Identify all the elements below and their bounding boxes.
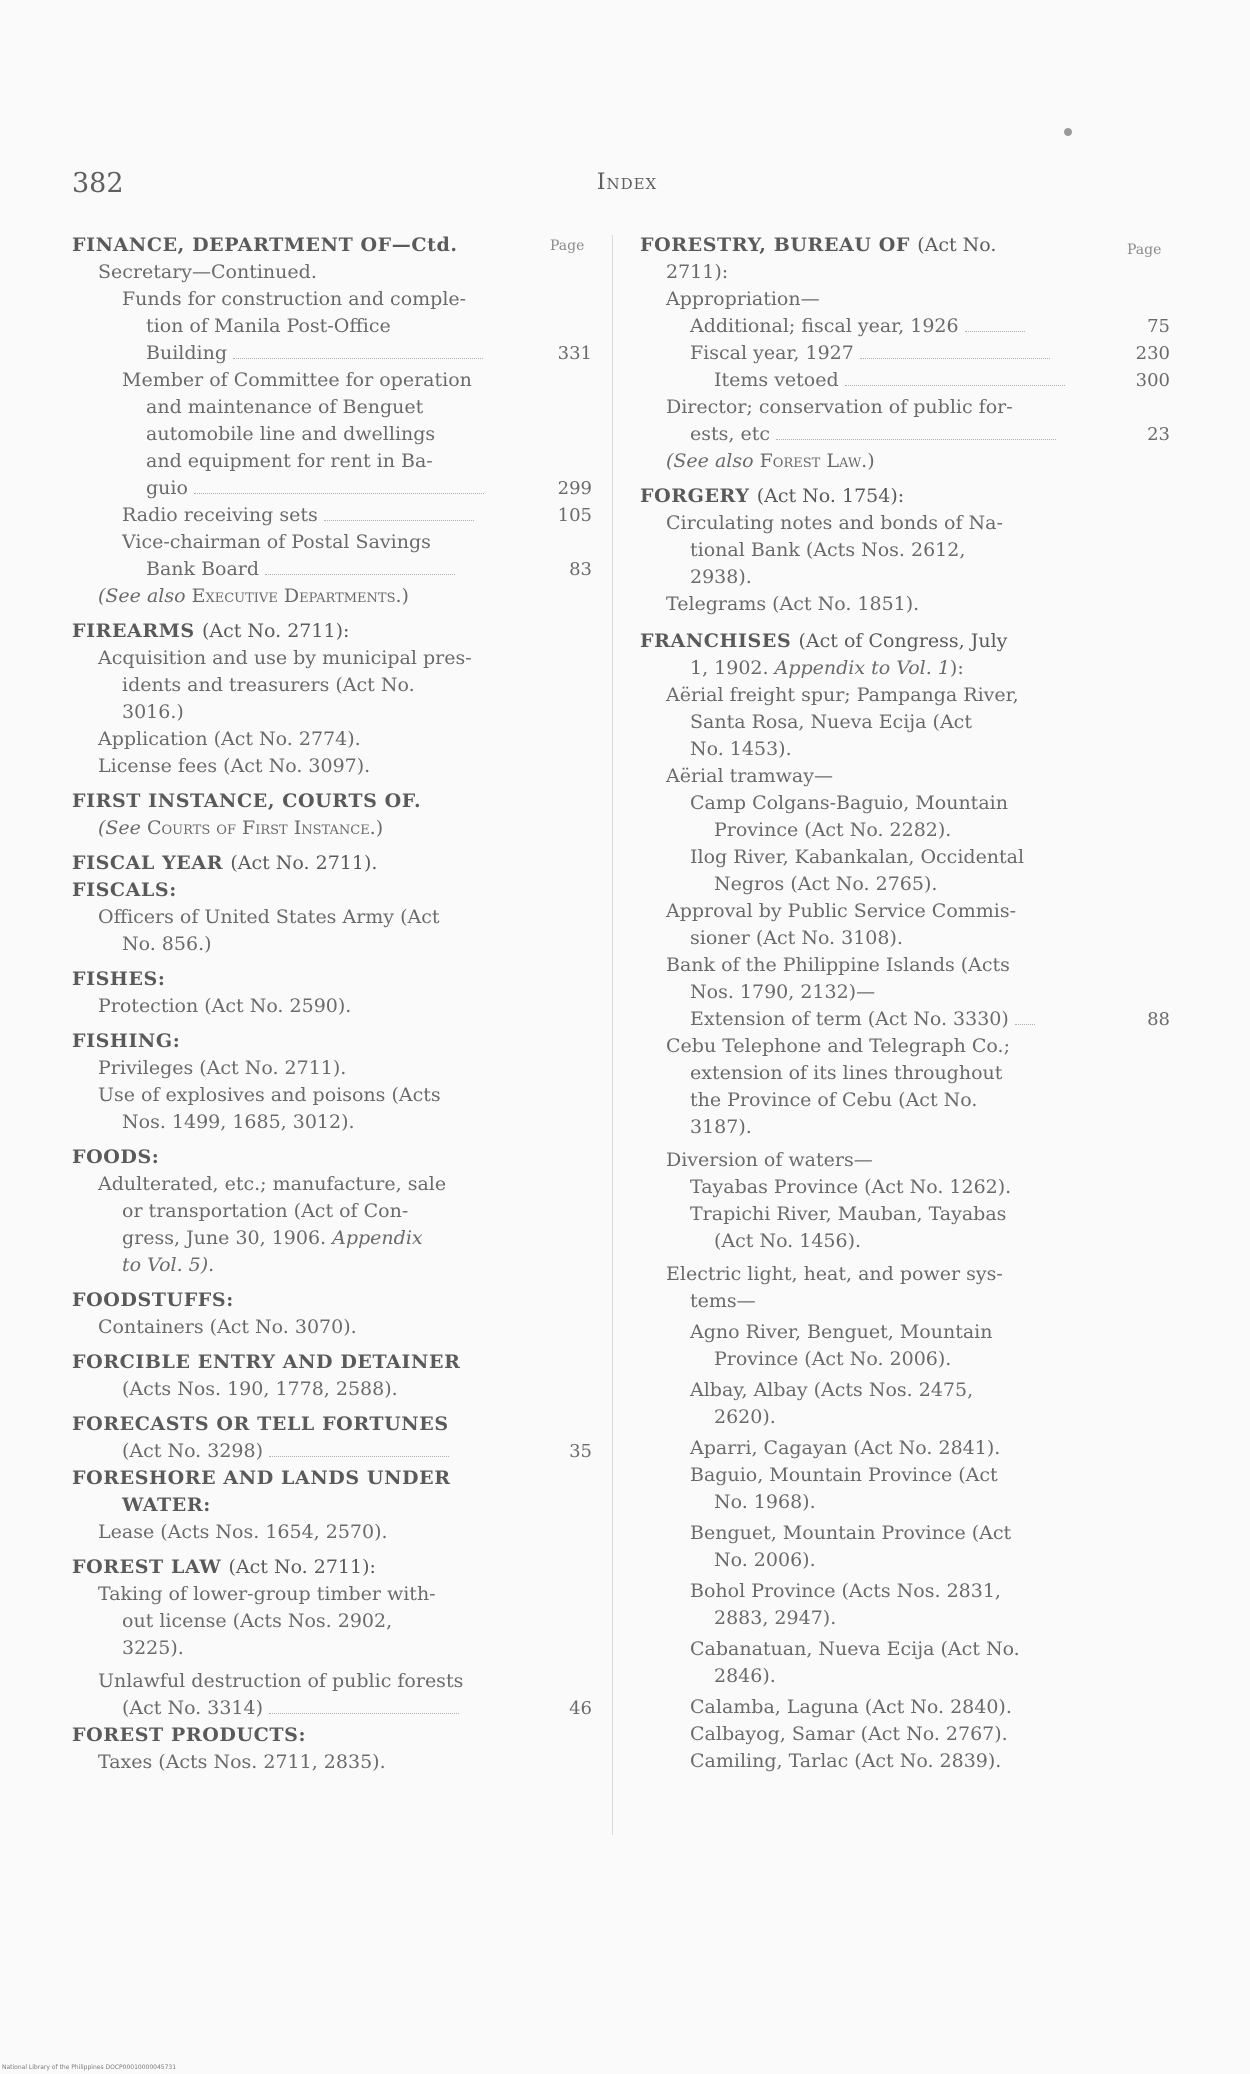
leader-dots — [233, 344, 483, 359]
entry-line-with-page — [640, 313, 1170, 340]
entry-line: 1, 1902. Appendix to Vol. 1): — [690, 657, 964, 679]
entry-line: the Province of Cebu (Act No. — [690, 1089, 978, 1111]
scan-credit: National Library of the Philippines DOCP000100000457​31 — [2, 2064, 177, 2071]
entry-line: Cebu Telephone and Telegraph Co.; — [666, 1035, 1010, 1057]
entry-heading: FORECASTS OR TELL FORTUNES — [72, 1413, 449, 1435]
entry-line-with-page — [72, 1438, 592, 1465]
entry-line: Director; conservation of public for- — [666, 396, 1013, 418]
entry-line: Taxes (Acts Nos. 2711, 2835). — [98, 1751, 386, 1773]
entry-line: Protection (Act No. 2590). — [98, 995, 352, 1017]
entry-line: Taking of lower-group timber with- — [98, 1583, 436, 1605]
entry-heading: FIRST INSTANCE, COURTS OF. — [72, 790, 422, 812]
entry-line-with-page — [72, 340, 592, 367]
page-column-label-right: Page — [1127, 242, 1162, 258]
ink-spot — [1064, 128, 1072, 136]
entry-line: Privileges (Act No. 2711). — [98, 1057, 347, 1079]
entry-heading: FISHES: — [72, 968, 166, 990]
leader-dots — [324, 506, 474, 521]
entry-line-with-page — [72, 556, 592, 583]
entry-line: Funds for construction and comple- — [122, 288, 467, 310]
page-ref: 331 — [557, 343, 592, 364]
entry-line: Ilog River, Kabankalan, Occidental — [690, 846, 1025, 868]
leader-dots — [845, 371, 1065, 386]
entry-line: gress, June 30, 1906. Appendix — [122, 1227, 423, 1249]
entry-heading: FOODS: — [72, 1146, 160, 1168]
page-ref: 46 — [569, 1698, 592, 1719]
entry-line: (Act No. 1456). — [714, 1230, 862, 1252]
entry-line-with-page — [640, 340, 1170, 367]
leader-dots — [1015, 1010, 1035, 1025]
entry-text: Building — [146, 342, 227, 364]
leader-dots — [965, 317, 1025, 332]
leader-dots — [776, 425, 1056, 440]
entry-line: Province (Act No. 2006). — [714, 1348, 952, 1370]
cross-reference: (See Courts of First Instance.) — [98, 817, 384, 839]
entry-heading: WATER: — [122, 1494, 211, 1516]
entry-line: No. 1453). — [690, 738, 792, 760]
page-number: 382 — [72, 168, 124, 199]
entry-line: automobile line and dwellings — [146, 423, 436, 445]
left-column — [72, 232, 592, 1776]
entry-line: and maintenance of Benguet — [146, 396, 424, 418]
entry-line: Province (Act No. 2282). — [714, 819, 952, 841]
entry-line: 2620). — [714, 1406, 776, 1428]
entry-line: and equipment for rent in Ba- — [146, 450, 433, 472]
entry-line: Calbayog, Samar (Act No. 2767). — [690, 1723, 1008, 1745]
entry-line: 2846). — [714, 1665, 776, 1687]
entry-heading: FOREST PRODUCTS: — [72, 1724, 307, 1746]
leader-dots — [194, 479, 484, 494]
entry-text: Radio receiving sets — [122, 504, 318, 526]
page-ref: 23 — [1147, 424, 1170, 445]
entry-line: No. 856.) — [122, 933, 212, 955]
entry-line: sioner (Act No. 3108). — [690, 927, 903, 949]
entry-line: 2938). — [690, 566, 752, 588]
page-ref: 75 — [1147, 316, 1170, 337]
leader-dots — [269, 1699, 459, 1714]
entry-heading: FISCALS: — [72, 879, 177, 901]
entry-line: Santa Rosa, Nueva Ecija (Act — [690, 711, 972, 733]
entry-heading: FORESTRY, BUREAU OF (Act No. — [640, 234, 997, 256]
entry-text: Extension of term (Act No. 3330) — [690, 1008, 1009, 1030]
entry-line: Bohol Province (Acts Nos. 2831, — [690, 1580, 1001, 1602]
entry-line: Use of explosives and poisons (Acts — [98, 1084, 441, 1106]
entry-line: Trapichi River, Mauban, Tayabas — [690, 1203, 1007, 1225]
entry-heading: FOREST LAW (Act No. 2711): — [72, 1556, 376, 1578]
entry-heading: FRANCHISES (Act of Congress, July — [640, 630, 1008, 652]
leader-dots — [265, 560, 455, 575]
entry-line-with-page — [640, 367, 1170, 394]
entry-line: tion of Manila Post-Office — [146, 315, 391, 337]
entry-line: Baguio, Mountain Province (Act — [690, 1464, 998, 1486]
entry-line: tional Bank (Acts Nos. 2612, — [690, 539, 966, 561]
entry-line: Unlawful destruction of public forests — [98, 1670, 464, 1692]
entry-line: 2711): — [666, 261, 729, 283]
entry-text: ests, etc — [690, 423, 770, 445]
entry-heading: FORGERY (Act No. 1754): — [640, 485, 905, 507]
entry-line: Telegrams (Act No. 1851). — [666, 593, 920, 615]
entry-line: No. 1968). — [714, 1491, 816, 1513]
cross-reference: (See also Executive Departments.) — [98, 585, 409, 607]
entry-line: Adulterated, etc.; manufacture, sale — [98, 1173, 447, 1195]
right-column — [640, 232, 1170, 1775]
entry-line: Vice-chairman of Postal Savings — [122, 531, 431, 553]
page-ref: 88 — [1147, 1009, 1170, 1030]
page-ref: 35 — [569, 1441, 592, 1462]
entry-line: Member of Committee for operation — [122, 369, 472, 391]
entry-line: Nos. 1790, 2132)— — [690, 981, 876, 1003]
entry-line: idents and treasurers (Act No. — [122, 674, 415, 696]
cross-reference: (See also Forest Law.) — [666, 450, 875, 472]
entry-line: Camiling, Tarlac (Act No. 2839). — [690, 1750, 1002, 1772]
entry-line-with-page — [640, 1006, 1170, 1033]
entry-line: Application (Act No. 2774). — [98, 728, 361, 750]
entry-line: Aërial freight spur; Pampanga River, — [666, 684, 1019, 706]
entry-line-with-page — [72, 475, 592, 502]
running-head: Index — [596, 170, 658, 195]
entry-heading: FORESHORE AND LANDS UNDER — [72, 1467, 451, 1489]
entry-line: Acquisition and use by municipal pres- — [98, 647, 472, 669]
leader-dots — [269, 1442, 449, 1457]
entry-line: Bank of the Philippine Islands (Acts — [666, 954, 1010, 976]
entry-line: 3016.) — [122, 701, 184, 723]
entry-line: Aparri, Cagayan (Act No. 2841). — [690, 1437, 1001, 1459]
entry-line: Benguet, Mountain Province (Act — [690, 1522, 1012, 1544]
entry-line: Appropriation— — [666, 288, 820, 310]
leader-dots — [860, 344, 1050, 359]
entry-text: Fiscal year, 1927 — [690, 342, 854, 364]
entry-line: Secretary—Continued. — [98, 261, 317, 283]
entry-line: Containers (Act No. 3070). — [98, 1316, 357, 1338]
entry-line-with-page — [72, 1695, 592, 1722]
entry-line: Diversion of waters— — [666, 1149, 873, 1171]
entry-line: Aërial tramway— — [666, 765, 833, 787]
entry-line: License fees (Act No. 3097). — [98, 755, 371, 777]
entry-heading: FINANCE, DEPARTMENT OF—Ctd. — [72, 234, 458, 256]
entry-line: (Acts Nos. 190, 1778, 2588). — [122, 1378, 398, 1400]
entry-text: Bank Board — [146, 558, 260, 580]
entry-text: (Act No. 3298) — [122, 1440, 264, 1462]
entry-line: tems— — [690, 1290, 756, 1312]
entry-line: No. 2006). — [714, 1549, 816, 1571]
page-ref: 300 — [1135, 370, 1170, 391]
page-ref: 230 — [1135, 343, 1170, 364]
entry-line: Cabanatuan, Nueva Ecija (Act No. — [690, 1638, 1020, 1660]
entry-line: or transportation (Act of Con- — [122, 1200, 409, 1222]
page-ref: 83 — [569, 559, 592, 580]
entry-heading: FISHING: — [72, 1030, 181, 1052]
column-divider — [612, 235, 613, 1835]
entry-line: Albay, Albay (Acts Nos. 2475, — [690, 1379, 974, 1401]
entry-text: Additional; fiscal year, 1926 — [690, 315, 959, 337]
entry-line: Approval by Public Service Commis- — [666, 900, 1017, 922]
entry-line: extension of its lines throughout — [690, 1062, 1003, 1084]
entry-line: out license (Acts Nos. 2902, — [122, 1610, 393, 1632]
page-ref: 105 — [557, 505, 592, 526]
entry-line: Electric light, heat, and power sys- — [666, 1263, 1003, 1285]
entry-line: Calamba, Laguna (Act No. 2840). — [690, 1696, 1012, 1718]
entry-heading: FOODSTUFFS: — [72, 1289, 234, 1311]
entry-line: Lease (Acts Nos. 1654, 2570). — [98, 1521, 388, 1543]
entry-line: Camp Colgans-Baguio, Mountain — [690, 792, 1008, 814]
entry-line-with-page — [72, 502, 592, 529]
page-column-label-left: Page — [550, 238, 585, 254]
page-ref: 299 — [557, 478, 592, 499]
entry-line: Negros (Act No. 2765). — [714, 873, 938, 895]
entry-line: Nos. 1499, 1685, 3012). — [122, 1111, 355, 1133]
entry-line: Officers of United States Army (Act — [98, 906, 440, 928]
entry-heading: FIREARMS (Act No. 2711): — [72, 620, 350, 642]
entry-text: Items vetoed — [714, 369, 839, 391]
entry-line: 2883, 2947). — [714, 1607, 837, 1629]
page-header — [72, 168, 1182, 208]
entry-line: 3187). — [690, 1116, 752, 1138]
entry-heading: FORCIBLE ENTRY AND DETAINER — [72, 1351, 461, 1373]
entry-line: to Vol. 5). — [122, 1254, 215, 1276]
entry-line-with-page — [640, 421, 1170, 448]
entry-line: Agno River, Benguet, Mountain — [690, 1321, 993, 1343]
entry-text: (Act No. 3314) — [122, 1697, 264, 1719]
entry-text: guio — [146, 477, 188, 499]
entry-heading: FISCAL YEAR (Act No. 2711). — [72, 852, 378, 874]
entry-line: 3225). — [122, 1637, 184, 1659]
entry-line: Circulating notes and bonds of Na- — [666, 512, 1003, 534]
entry-line: Tayabas Province (Act No. 1262). — [690, 1176, 1012, 1198]
